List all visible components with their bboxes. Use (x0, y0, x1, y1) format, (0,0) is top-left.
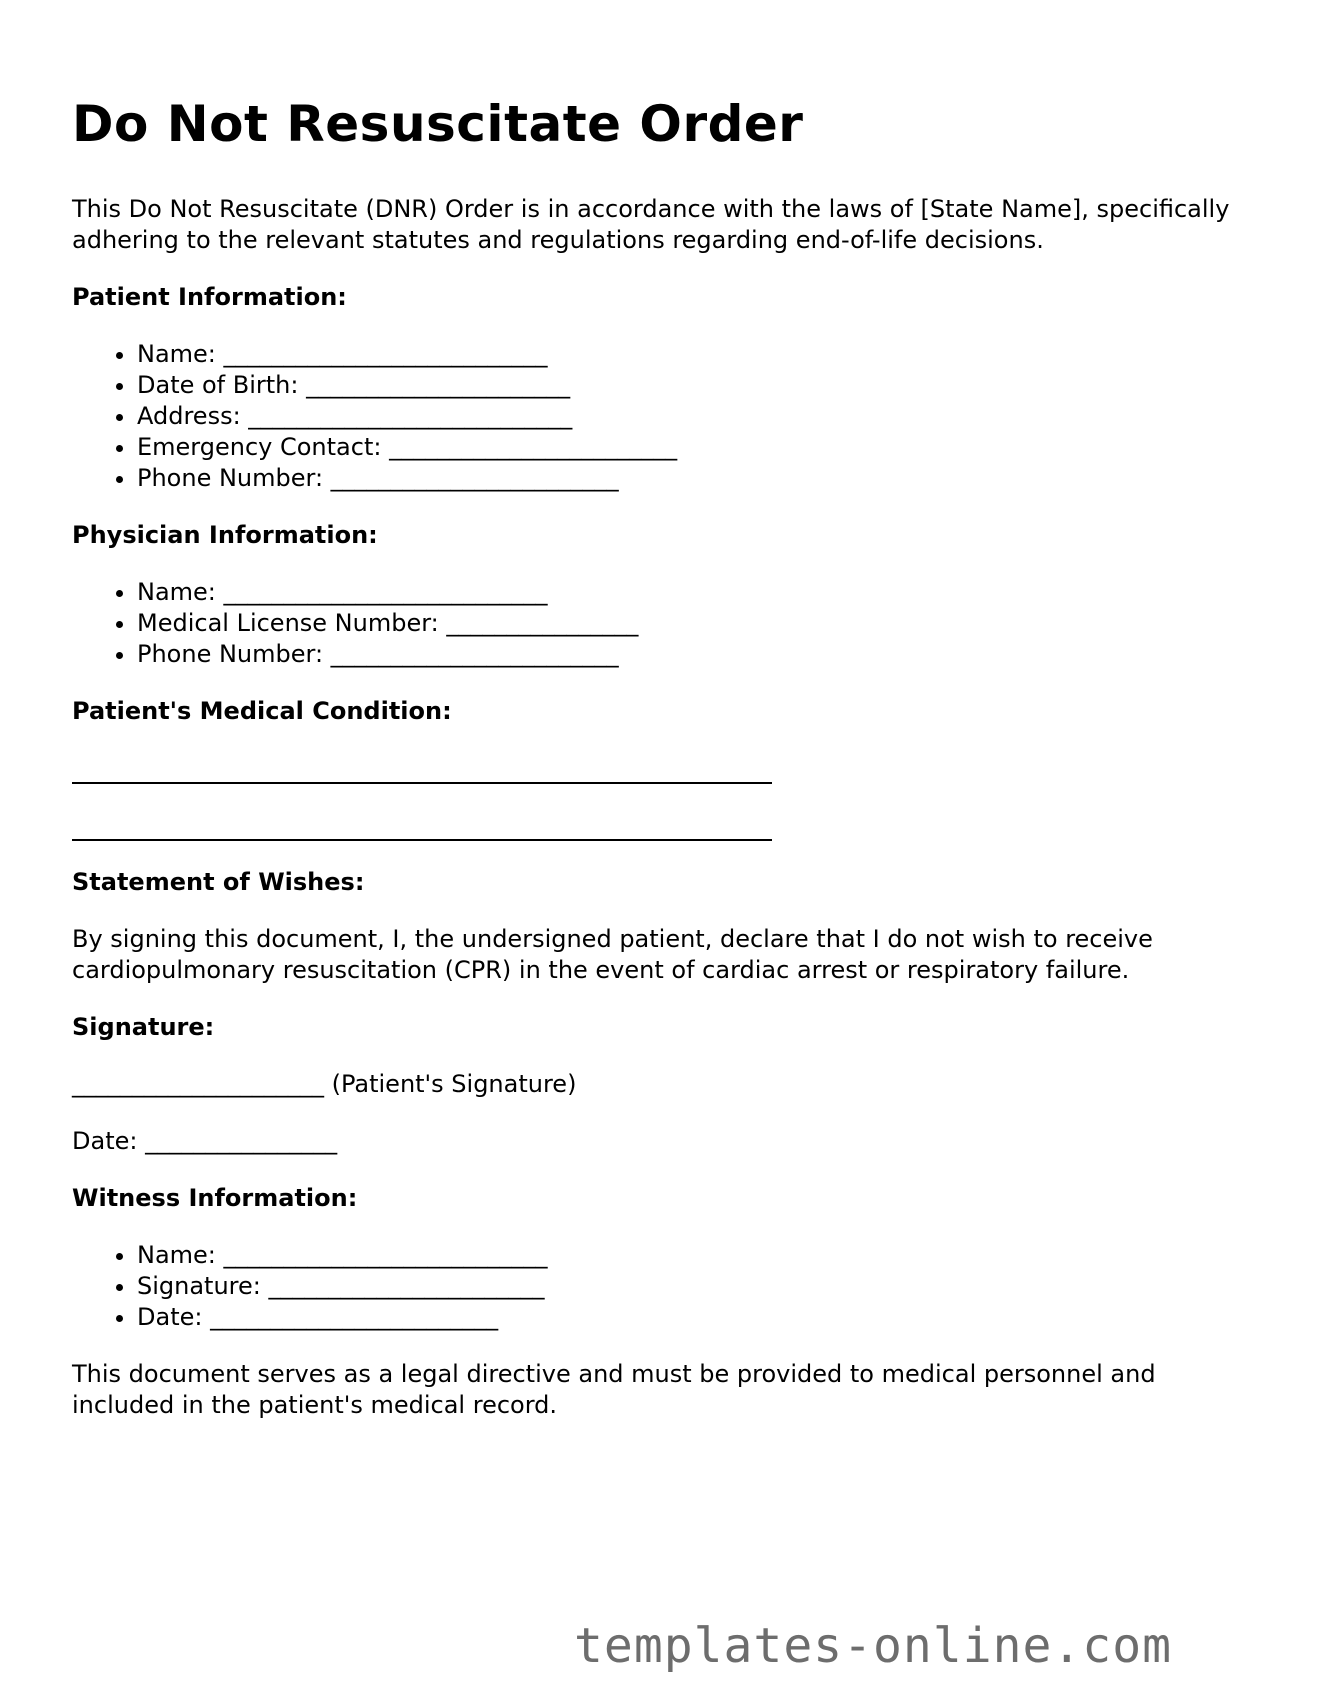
medical-condition-line-1 (72, 753, 772, 784)
witness-info-heading: Witness Information: (72, 1184, 358, 1212)
watermark: templates-online.com (574, 1618, 1172, 1674)
closing-paragraph: This document serves as a legal directive and must be provided to medical personnel and included in the patient's medical record. (72, 1360, 1156, 1419)
witness-signature-field: • Signature: _______________________ (137, 1271, 1252, 1302)
intro-paragraph: This Do Not Resuscitate (DNR) Order is in accordance with the laws of [State Name], specifically adhering to the relevant statutes and regulations regarding end-of-life decisions. (72, 195, 1230, 254)
physician-info-list (72, 577, 1252, 670)
patient-emergency-contact-field: • Emergency Contact: ________________________ (137, 432, 1252, 463)
patient-phone-field: • Phone Number: ________________________ (137, 463, 1252, 494)
medical-condition-heading: Patient's Medical Condition: (72, 697, 452, 725)
document-title: Do Not Resuscitate Order (72, 95, 804, 153)
physician-name-field: • Name: ___________________________ (137, 577, 1252, 608)
physician-phone-field: • Phone Number: ________________________ (137, 639, 1252, 670)
patient-address-field: • Address: ___________________________ (137, 401, 1252, 432)
statement-of-wishes-text: By signing this document, I, the undersigned patient, declare that I do not wish to receive cardiopulmonary resuscitation (CPR) in the event of cardiac arrest or respiratory failure. (72, 925, 1153, 984)
witness-name-field: • Name: ___________________________ (137, 1240, 1252, 1271)
signature-date-line: Date: ________________ (72, 1127, 338, 1155)
statement-of-wishes-heading: Statement of Wishes: (72, 868, 365, 896)
physician-license-field: • Medical License Number: ________________ (137, 608, 1252, 639)
signature-heading: Signature: (72, 1013, 215, 1041)
document-page (72, 88, 1252, 1421)
patient-dob-field: • Date of Birth: ______________________ (137, 370, 1252, 401)
physician-info-heading: Physician Information: (72, 521, 378, 549)
patient-name-field: • Name: ___________________________ (137, 339, 1252, 370)
patient-signature-line: _____________________ (Patient's Signature) (72, 1070, 577, 1098)
patient-info-list (72, 339, 1252, 494)
witness-info-list (72, 1240, 1252, 1333)
patient-info-heading: Patient Information: (72, 283, 347, 311)
witness-date-field: • Date: ________________________ (137, 1302, 1252, 1333)
medical-condition-line-2 (72, 810, 772, 841)
